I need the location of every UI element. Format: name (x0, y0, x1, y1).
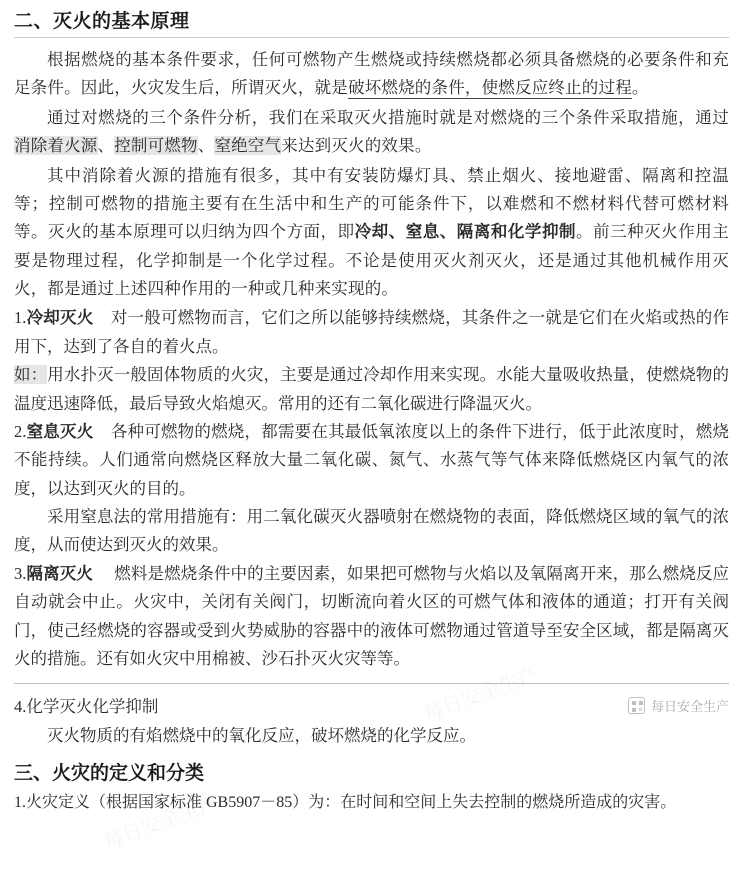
paragraph-2-highlight-3: 窒绝空气 (214, 136, 282, 156)
paragraph-2-text-a: 通过对燃烧的三个条件分析，我们在采取灭火措施时就是对燃烧的三个条件采取措施，通过 (47, 107, 729, 127)
list-item-3-body: 燃料是燃烧条件中的主要因素，如果把可燃物与火焰以及氧隔离开来，那么燃烧反应自动就会中止。火灾中，关闭有关阀门，切断流向着火区的可燃气体和液体的通道；打开有关阀门，使己经燃烧的容器或受到火势威胁的容器中的液体可燃物通过管道导至安全区域，都是隔离灭火的措施。还有如火灾中用棉被、沙石扑灭火灾等等。 (14, 563, 730, 668)
list-item-3-head: 隔离灭火 (26, 563, 93, 583)
paragraph-2 (14, 104, 729, 161)
list-item-1-head: 冷却灭火 (26, 308, 94, 328)
list-item-4-title: 4.化学灭火化学抑制 (14, 697, 159, 717)
list-item-1 (14, 304, 729, 361)
qr-code-icon (628, 697, 645, 714)
section-title-2: 三、火灾的定义和分类 (14, 763, 205, 784)
paragraph-2-text-b: 来达到灭火的效果。 (281, 136, 432, 156)
paragraph-2-sep-1: 、 (97, 136, 115, 156)
paragraph-2-highlight-1: 消除着火源 (14, 136, 98, 156)
paragraph-3-bold: 冷却、窒息、隔离和化学抑制 (354, 222, 577, 242)
paragraph-1-underlined: 破坏燃烧的条件，使燃反应终止的过程 (348, 78, 632, 98)
list-item-1-number: 1. (14, 308, 27, 328)
list-item-2-body: 各种可燃物的燃烧，都需要在其最低氧浓度以上的条件下进行，低于此浓度时，燃烧不能持续。人们通常向燃烧区释放大量二氧化碳、氮气、水蒸气等气体来降低燃烧区内氧气的浓度，以达到灭火的目的。 (14, 421, 730, 498)
list-item-2-head: 窒息灭火 (26, 421, 94, 441)
title-divider (14, 37, 729, 38)
list-item-2-extra (14, 503, 729, 560)
paragraph-1-text-b: 。 (631, 78, 649, 98)
paragraph-3-text-a: 其中消除着火源的措施有很多，其中有安装防爆灯具、禁止烟火、接地避雷、隔离和控温等；控制可燃物的措施主要有在生活中和生产的可能条件下，以难燃和不燃材料代替可燃材料等。灭火的基本原理可以归纳为四个方面，即 (14, 165, 729, 242)
list-item-1-extra-body: 用水扑灭一般固体物质的火灾，主要是通过冷却作用来实现。水能大量吸收热量，使燃烧物的温度迅速降低，最后导致火焰熄灭。常用的还有二氧化碳进行降温灭火。 (14, 365, 730, 413)
paragraph-2-highlight-2: 控制可燃物 (114, 136, 198, 156)
list-item-4-body: 灭火物质的有焰燃烧中的氧化反应，破坏燃烧的化学反应。 (47, 725, 476, 745)
section-divider (14, 683, 729, 684)
paragraph-2-sep-2: 、 (197, 136, 215, 156)
paragraph-3-text-b: 。前三种灭火作用主要是物理过程，化学抑制是一个化学过程。不论是使用灭火剂灭火，还是通过其他机械作用灭火，都是通过上述四种作用的一种或几种来实现的。 (14, 222, 729, 298)
account-badge-label: 每日安全生产 (650, 699, 729, 714)
list-item-2-number: 2. (14, 421, 27, 441)
list-item-3 (14, 560, 729, 674)
document-page (0, 6, 743, 893)
list-item-1-body: 对一般可燃物而言，它们之所以能够持续燃烧，其条件之一就是它们在火焰或热的作用下，达到了各自的着火点。 (14, 308, 730, 356)
list-item-3-number: 3. (14, 563, 27, 583)
fire-definition-line: 1.火灾定义（根据国家标准 GB5907－85）为：在时间和空间上失去控制的燃烧所造成的灾害。 (14, 794, 677, 811)
page-title: 二、灭火的基本原理 (14, 11, 190, 32)
paragraph-3 (14, 162, 729, 304)
list-item-1-extra (14, 361, 729, 418)
account-badge (628, 696, 729, 715)
paragraph-1 (14, 46, 729, 103)
list-item-2 (14, 418, 729, 503)
paragraph-1-text-a: 根据燃烧的基本条件要求，任何可燃物产生燃烧或持续燃烧都必须具备燃烧的必要条件和充足条件。因此，火灾发生后，所谓灭火，就是 (14, 50, 729, 98)
list-item-1-extra-lead: 如： (14, 365, 48, 385)
list-item-2-extra-body: 采用窒息法的常用措施有：用二氧化碳灭火器喷射在燃烧物的表面，降低燃烧区域的氧气的浓度，从而使达到灭火的效果。 (14, 507, 729, 555)
